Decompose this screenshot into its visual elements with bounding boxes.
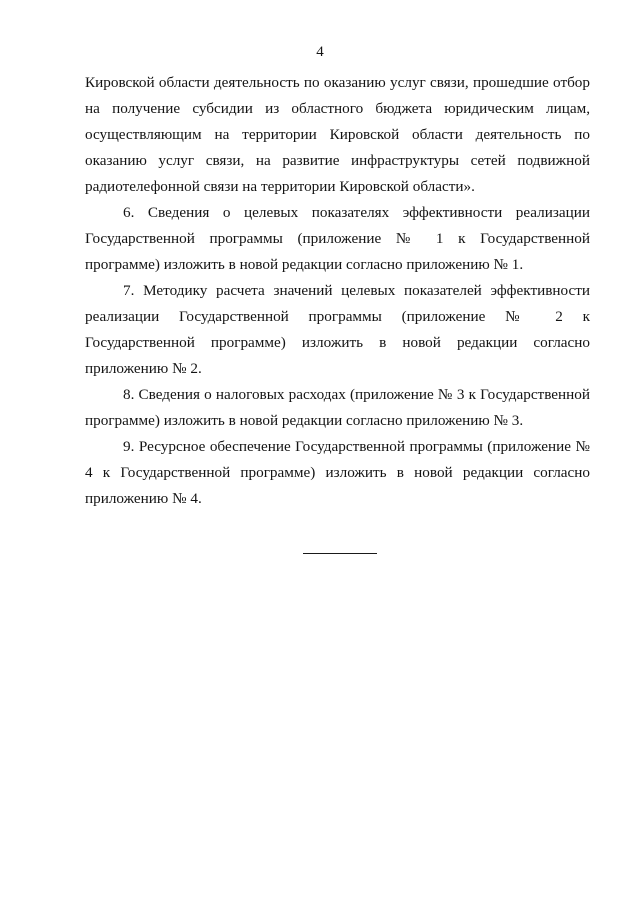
paragraph-continuation: Кировской области деятельность по оказанию услуг связи, прошедшие отбор на получение субсидии из областного бюджета юридическим лицам, осуществляющим на территории Кировской области деятельность по оказанию услуг связи, на развитие инфраструктуры сетей подвижной радиотелефонной связи на территории Кировской области». [85, 74, 590, 195]
paragraph-item-9: 9. Ресурсное обеспечение Государственной программы (приложение № 4 к Государственной программе) изложить в новой редакции согласно приложению № 4. [85, 438, 590, 507]
paragraph-item-6: 6. Сведения о целевых показателях эффективности реализации Государственной программы (приложение № 1 к Государственной программе) изложить в новой редакции согласно приложению № 1. [85, 204, 590, 273]
paragraph-item-8: 8. Сведения о налоговых расходах (приложение № 3 к Государственной программе) изложить в новой редакции согласно приложению № 3. [85, 386, 590, 429]
closing-divider [303, 553, 377, 554]
page-number: 4 [316, 44, 324, 60]
paragraph-item-7: 7. Методику расчета значений целевых показателей эффективности реализации Государственной программы (приложение № 2 к Государственной программе) изложить в новой редакции согласно приложению № 2. [85, 282, 590, 377]
document-body [85, 70, 590, 512]
